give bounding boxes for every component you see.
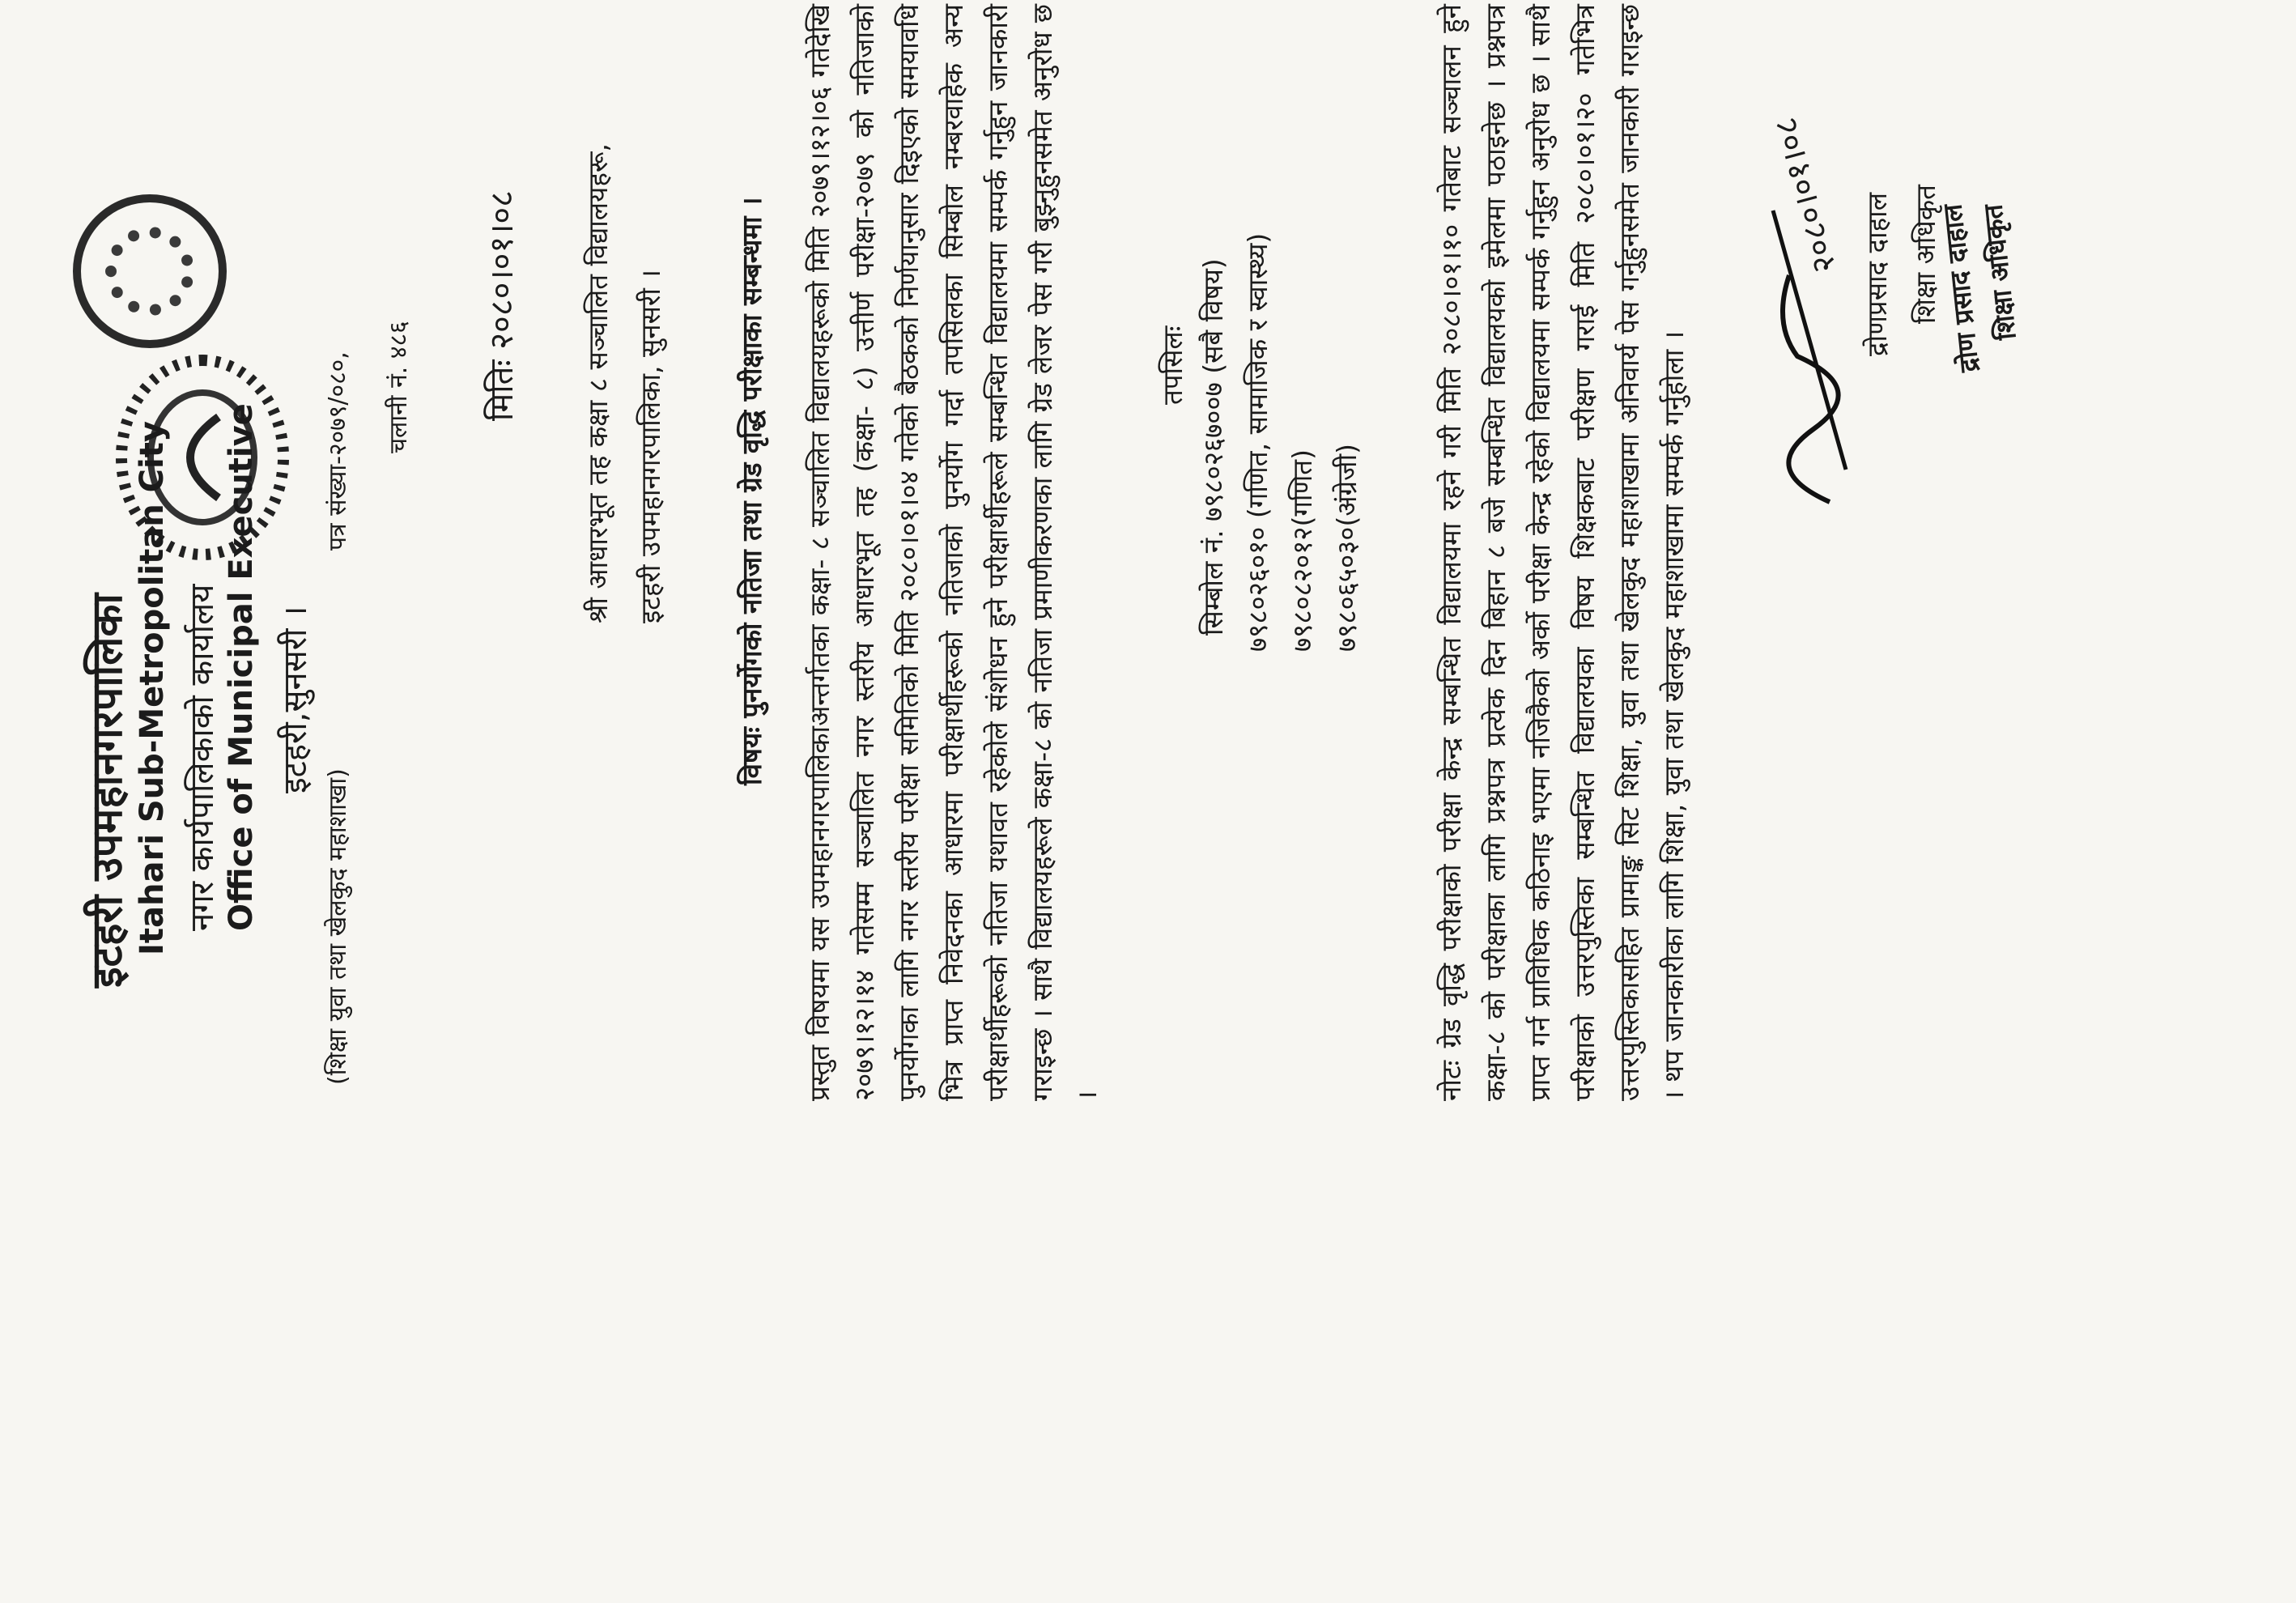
org-name-english: Itahari Sub-Metropolitan City [134,421,171,955]
office-seal-icon [97,336,308,579]
note-paragraph: नोटः ग्रेड वृद्धि परीक्षाको परीक्षा केन्द्र सम्बन्धित विद्यालयमा रहने गरी मिति २०८०।०१।१० गतेबाट सञ्चालन हुने कक्षा-८ को परीक्षाका लागि प्रश्नपत्र प्रत्येक दिन बिहान ८ बजे सम्बन्धित विद्यालयको इमेलमा पठाइनेछ । प्रश्नपत्र प्राप्त गर्न प्राविधिक कठिनाइ भएमा नजिकैको अर्को परीक्षा केन्द्र रहेको विद्यालयमा सम्पर्क गर्नुहुन अनुरोध छ । साथै परीक्षाको उत्तरपुस्तिका सम्बन्धित विद्यालयका विषय शिक्षकबाट परीक्षण गराई मिति २०८०।०१।२० गतेभित्र उत्तरपुस्तिकासहित प्रामाङ्क सिट शिक्षा, युवा तथा खेलकुद महाशाखामा अनिवार्य पेस गर्नुहुनसमेत जानकारी गराइन्छ । थप जानकारीका लागि शिक्षा, युवा तथा खेलकुद महाशाखामा सम्पर्क गर्नुहोला । [1435,4,1690,1101]
signatory-name: द्रोणप्रसाद दाहाल [1861,192,1893,356]
stamp-line: शिक्षा अधिकृत [1977,202,2022,342]
symbol-number-line: ७९८०६५०३०(अंग्रेजी) [1331,443,1363,652]
addressee-line-1: श्री आधारभूत तह कक्षा ८ सञ्चालित विद्यालयहरू, [582,143,614,623]
office-location: इटहरी,सुनसरी । [277,606,314,793]
signatory-title: शिक्षा अधिकृत [1910,185,1941,324]
letter-date: मितिः २०८०।०१।०८ [483,190,521,421]
dispatch-number: चलानी नं. ४८६ [385,321,413,453]
symbol-number-line: सिम्बोल नं. ७९८०२६७००७ (सबै विषय) [1197,258,1229,636]
subject-line: विषयः पुनर्योगको नतिजा तथा ग्रेड वृद्धि परीक्षाका सम्बन्धमा । [736,197,767,785]
symbol-number-line: ७९८०२६०१० (गणित, सामाजिक र स्वास्थ्य) [1242,232,1273,652]
office-name-english: Office of Municipal Executive [223,403,260,931]
stamp-line: द्रोण प्रसाद दाहाल [1937,202,1985,374]
letter-number: पत्र संख्या-२०७९/०८०, [324,351,352,551]
branch-name: (शिक्षा युवा तथा खेलकुद महाशाखा) [324,768,352,1085]
signature-date: २०८०।०१।०८ [1767,113,1844,277]
body-paragraph: प्रस्तुत विषयमा यस उपमहानगरपालिकाअन्तर्गतका कक्षा- ८ सञ्चालित विद्यालयहरूको मिति २०७९।१२।०६ गतेदेखि २०७९।१२।१४ गतेसम्म सञ्चालित नगर स्तरीय आधारभूत तह (कक्षा- ८) उत्तीर्ण परीक्षा-२०७९ को नतिजाको पुनर्योगका लागि नगर स्तरीय परीक्षा समितिको मिति २०८०।०१।०४ गतेको बैठकको निर्णयानुसार दिइएको समयावधि भित्र प्राप्त निवेदनका आधारमा परीक्षार्थीहरूको नतिजाको पुनर्योग गर्दा तपसिलका सिम्बोल नम्बरवाहेक अन्य परीक्षार्थीहरूको नतिजा यथावत रहेकोले संशोधन हुने परीक्षार्थीहरूले सम्बन्धित विद्यालयमा सम्पर्क गर्नुहुन जानकारी गराइन्छ । साथै विद्यालयहरूले कक्षा-८ को नतिजा प्रमाणीकरणका लागि ग्रेड लेजर पेस गरी बुझ्नुहुनसमेत अनुरोध छ । [804,4,1103,1101]
office-name-nepali: नगर कार्यपालिकाको कार्यालय [184,584,221,931]
official-stamp [1927,97,2024,405]
appendix-heading: तपसिलः [1157,325,1188,405]
symbol-number-line: ७९८०८२०१२(गणित) [1286,449,1318,652]
government-emblem-icon [73,194,227,348]
org-name-nepali: इटहरी उपमहानगरपालिका [83,593,132,988]
addressee-line-2: इटहरी उपमहानगरपालिका, सुनसरी । [635,270,666,623]
